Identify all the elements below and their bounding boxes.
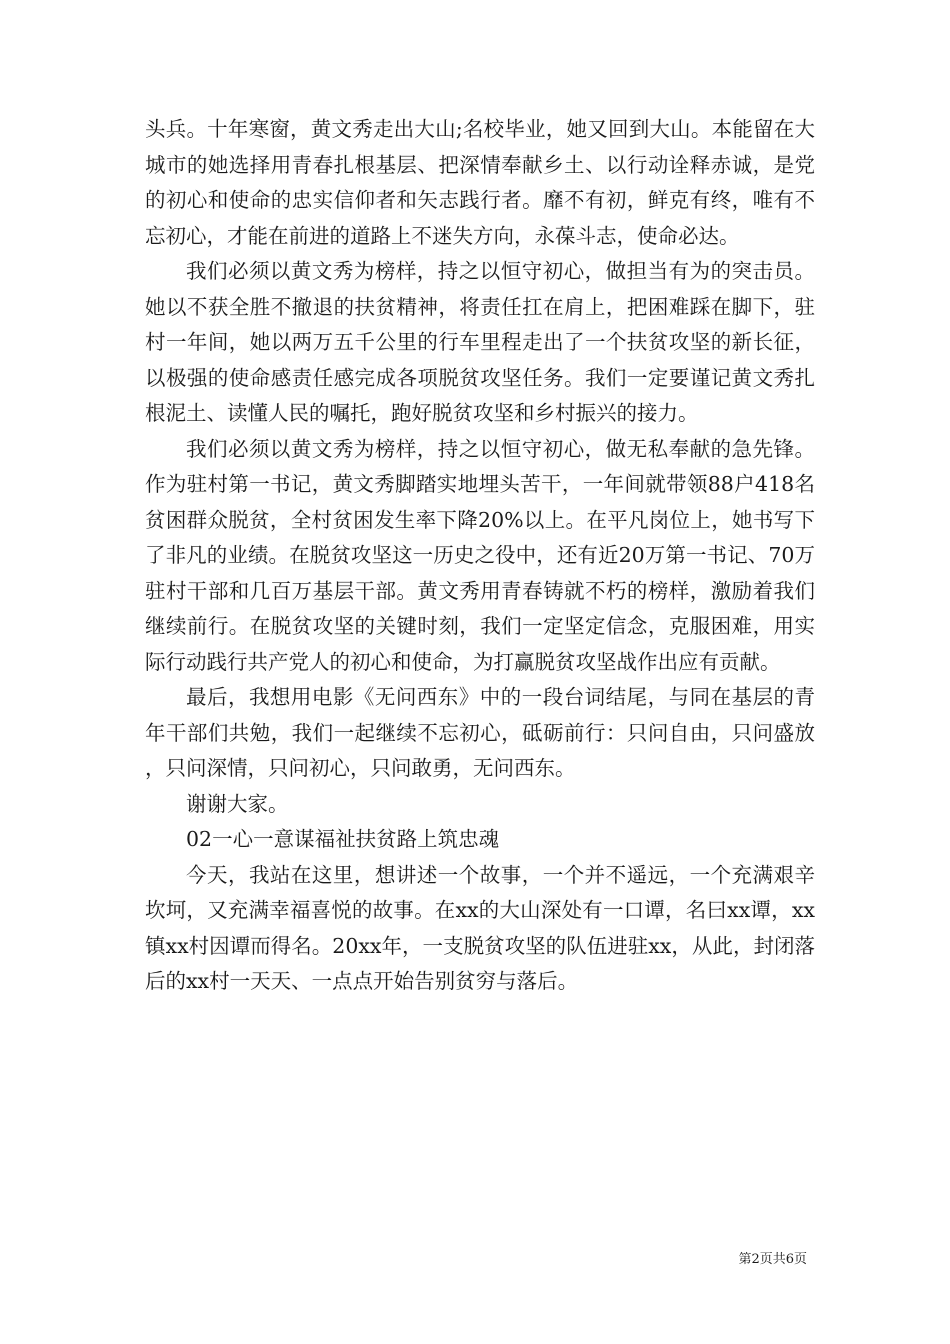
section-heading: 02一心一意谋福祉扶贫路上筑忠魂 xyxy=(186,827,500,851)
paragraph-3: 我们必须以黄文秀为榜样，持之以恒守初心，做无私奉献的急先锋。作为驻村第一书记，黄文秀脚踏实地埋头苦干，一年间就带领88户418名贫困群众脱贫，全村贫困发生率下降20%以上。在平凡岗位上，她书写下了非凡的业绩。在脱贫攻坚这一历史之役中，还有近20万第一书记、70万驻村干部和几百万基层干部。黄文秀用青春铸就不朽的榜样，激励着我们继续前行。在脱贫攻坚的关键时刻，我们一定坚定信念，克服困难，用实际行动践行共产党人的初心和使命，为打赢脱贫攻坚战作出应有贡献。 xyxy=(145,436,815,674)
document-body xyxy=(145,112,815,1000)
paragraph-6: 今天，我站在这里，想讲述一个故事，一个并不遥远，一个充满艰辛坎坷，又充满幸福喜悦的故事。在xx的大山深处有一口谭，名曰xx谭，xx镇xx村因谭而得名。20xx年，一支脱贫攻坚的队伍进驻xx，从此，封闭落后的xx村一天天、一点点开始告别贫穷与落后。 xyxy=(145,862,815,993)
paragraph-1: 头兵。十年寒窗，黄文秀走出大山;名校毕业，她又回到大山。本能留在大城市的她选择用青春扎根基层、把深情奉献乡土、以行动诠释赤诚，是党的初心和使命的忠实信仰者和矢志践行者。靡不有初，鲜克有终，唯有不忘初心，才能在前进的道路上不迷失方向，永葆斗志，使命必达。 xyxy=(145,117,815,248)
paragraph-5: 谢谢大家。 xyxy=(186,791,289,816)
page-number-footer: 第2页共6页 xyxy=(738,1252,807,1267)
paragraph-4: 最后，我想用电影《无问西东》中的一段台词结尾，与同在基层的青年干部们共勉，我们一起继续不忘初心，砥砺前行：只问自由，只问盛放，只问深情，只问初心，只问敢勇，无问西东。 xyxy=(145,685,815,780)
paragraph-2: 我们必须以黄文秀为榜样，持之以恒守初心，做担当有为的突击员。她以不获全胜不撤退的扶贫精神，将责任扛在肩上，把困难踩在脚下，驻村一年间，她以两万五千公里的行车里程走出了一个扶贫攻坚的新长征，以极强的使命感责任感完成各项脱贫攻坚任务。我们一定要谨记黄文秀扎根泥土、读懂人民的嘱托，跑好脱贫攻坚和乡村振兴的接力。 xyxy=(145,259,815,425)
